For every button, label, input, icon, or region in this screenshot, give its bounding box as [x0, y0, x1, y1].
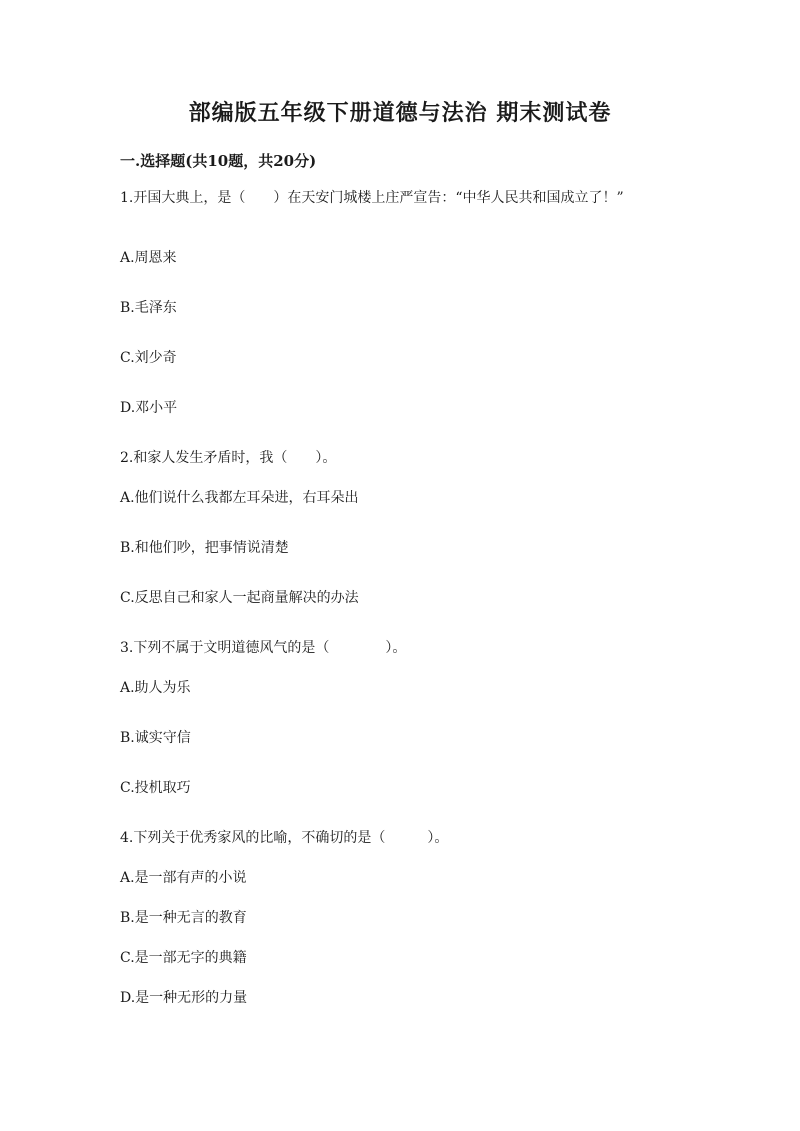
question-2-option-a: A.他们说什么我都左耳朵进，右耳朵出: [120, 490, 359, 506]
section-heading: 一.选择题(共10题，共20分): [120, 152, 317, 170]
question-1-option-a: A.周恩来: [120, 250, 177, 266]
question-1-stem: 1.开国大典上，是（ ）在天安门城楼上庄严宣告：“中华人民共和国成立了！”: [120, 190, 624, 206]
question-3-option-b: B.诚实守信: [120, 730, 191, 746]
question-1-option-b: B.毛泽东: [120, 300, 177, 316]
question-2-option-b: B.和他们吵，把事情说清楚: [120, 540, 289, 556]
question-2-option-c: C.反思自己和家人一起商量解决的办法: [120, 590, 359, 606]
question-4-stem: 4.下列关于优秀家风的比喻，不确切的是（ ）。: [120, 830, 449, 846]
question-3-option-c: C.投机取巧: [120, 780, 191, 796]
question-4-option-b: B.是一种无言的教育: [120, 910, 247, 926]
question-4-option-c: C.是一部无字的典籍: [120, 950, 247, 966]
question-3-stem: 3.下列不属于文明道德风气的是（ ）。: [120, 640, 407, 656]
question-3-option-a: A.助人为乐: [120, 680, 191, 696]
question-1-option-d: D.邓小平: [120, 400, 178, 416]
question-1-option-c: C.刘少奇: [120, 350, 177, 366]
page-title: 部编版五年级下册道德与法治 期末测试卷: [188, 100, 612, 126]
question-4-option-a: A.是一部有声的小说: [120, 870, 247, 886]
question-2-stem: 2.和家人发生矛盾时，我（ ）。: [120, 450, 337, 466]
question-4-option-d: D.是一种无形的力量: [120, 990, 248, 1006]
